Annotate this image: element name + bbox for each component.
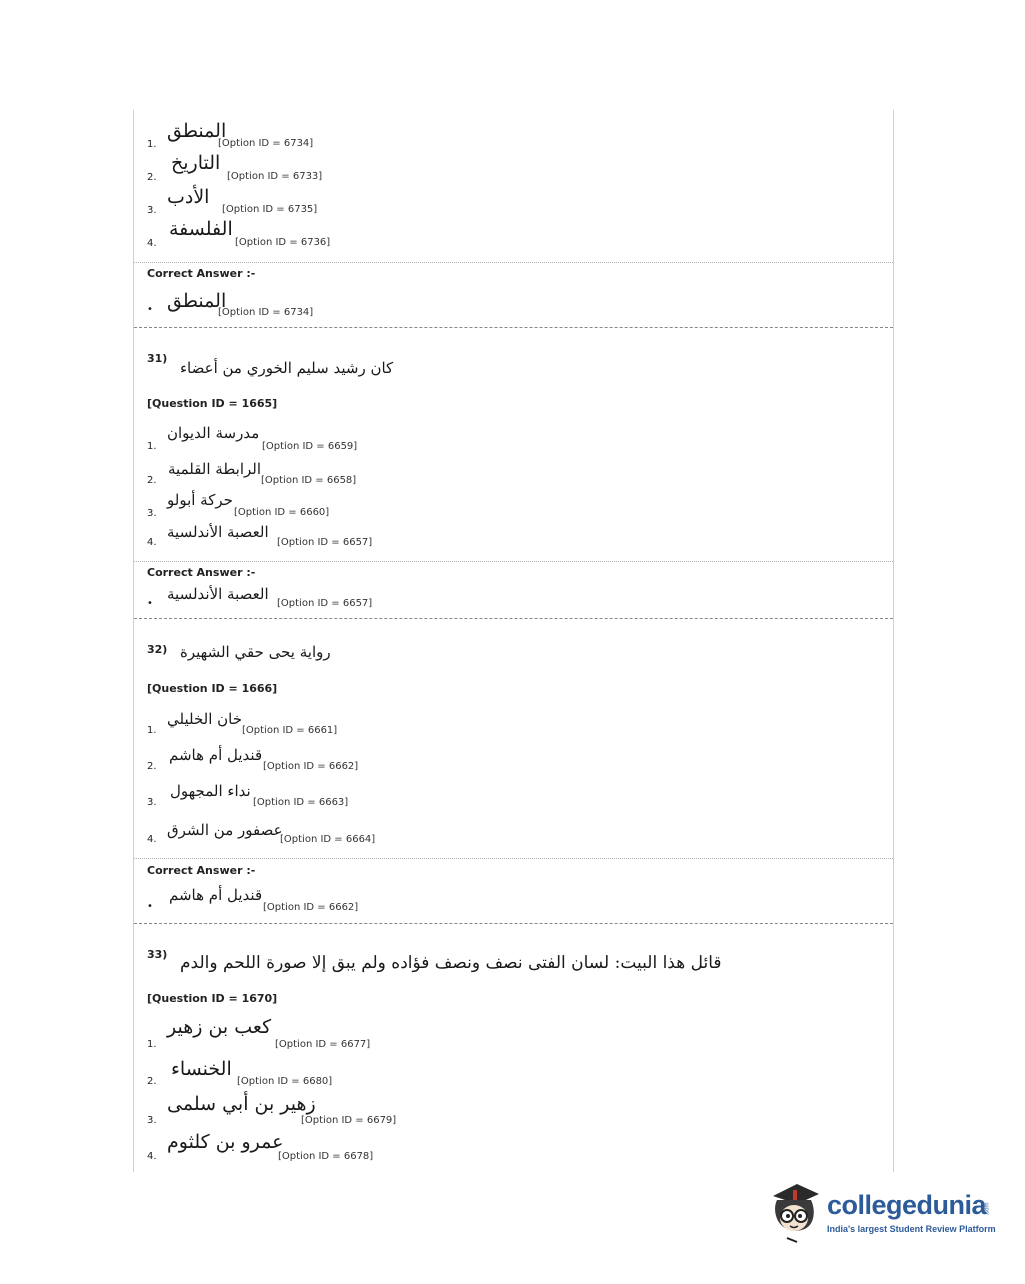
option-number: 2. [147,172,157,183]
option-number: 1. [147,139,157,150]
question-separator [134,923,893,924]
option-id: [Option ID = 6679] [301,1115,397,1126]
option-number: 1. [147,1039,157,1050]
option-id: [Option ID = 6680] [237,1076,333,1087]
option-number: 3. [147,205,157,216]
option-number: 1. [147,441,157,452]
correct-answer-text: العصبة الأندلسية [167,585,269,603]
option-id: [Option ID = 6736] [235,237,331,248]
option-number: 2. [147,761,157,772]
option-number: 3. [147,797,157,808]
correct-answer-id: [Option ID = 6657] [277,598,373,609]
option-number: 2. [147,1076,157,1087]
option-text: الأدب [167,186,210,208]
option-number: 4. [147,834,157,845]
option-number: 4. [147,537,157,548]
option-number: 4. [147,238,157,249]
correct-answer-id: [Option ID = 6662] [263,902,359,913]
bullet: • [147,598,153,609]
option-text: نداء المجهول [170,782,251,800]
correct-answer-label: Correct Answer :- [147,864,256,877]
question-id: [Question ID = 1666] [147,682,278,695]
option-id: [Option ID = 6663] [253,797,349,808]
option-number: 1. [147,725,157,736]
question-id: [Question ID = 1670] [147,992,278,1005]
option-text: العصبة الأندلسية [167,523,269,541]
correct-answer-label: Correct Answer :- [147,267,256,280]
option-text: التاريخ [171,152,221,174]
question-number: 33) [147,948,168,961]
option-text: زهير بن أبي سلمى [167,1093,316,1115]
option-id: [Option ID = 6678] [278,1151,374,1162]
option-text: الفلسفة [169,218,233,240]
question-separator [134,618,893,619]
bullet: • [147,304,153,315]
brand-name: collegedunia [827,1190,987,1220]
brand-com: .com [984,1202,991,1216]
bullet: • [147,901,153,912]
option-id: [Option ID = 6662] [263,761,359,772]
option-text: المنطق [167,120,227,142]
question-text: قائل هذا البيت: لسان الفتى نصف ونصف فؤاده ولم يبق إلا صورة اللحم والدم [180,953,722,973]
option-number: 2. [147,475,157,486]
correct-answer-text: المنطق [167,290,227,312]
correct-answer-text: قنديل أم هاشم [169,886,263,904]
option-text: الرابطة القلمية [168,460,262,478]
option-number: 3. [147,508,157,519]
question-separator [134,327,893,328]
question-text: رواية يحى حقي الشهيرة [180,643,331,661]
option-text: عمرو بن كلثوم [167,1131,284,1153]
collegedunia-logo [767,1176,997,1246]
option-id: [Option ID = 6659] [262,441,358,452]
divider [134,262,893,263]
option-text: عصفور من الشرق [167,821,283,839]
exam-sheet [133,110,894,1172]
mascot-icon [767,1178,825,1244]
correct-answer-label: Correct Answer :- [147,566,256,579]
option-number: 4. [147,1151,157,1162]
question-number: 32) [147,643,168,656]
question-number: 31) [147,352,168,365]
correct-answer-id: [Option ID = 6734] [218,307,314,318]
option-number: 3. [147,1115,157,1126]
option-text: الخنساء [171,1058,232,1080]
option-text: حركة أبولو [167,491,233,509]
option-id: [Option ID = 6733] [227,171,323,182]
option-text: مدرسة الديوان [167,424,260,442]
option-id: [Option ID = 6657] [277,537,373,548]
option-id: [Option ID = 6660] [234,507,330,518]
divider [134,561,893,562]
option-id: [Option ID = 6661] [242,725,338,736]
divider [134,858,893,859]
option-id: [Option ID = 6734] [218,138,314,149]
option-text: خان الخليلي [167,710,243,728]
option-id: [Option ID = 6735] [222,204,318,215]
option-id: [Option ID = 6677] [275,1039,371,1050]
option-id: [Option ID = 6658] [261,475,357,486]
option-id: [Option ID = 6664] [280,834,376,845]
brand-tagline: India's largest Student Review Platform [827,1224,996,1234]
question-text: كان رشيد سليم الخوري من أعضاء [180,359,394,377]
question-id: [Question ID = 1665] [147,397,278,410]
option-text: قنديل أم هاشم [169,746,263,764]
option-text: كعب بن زهير [167,1016,272,1038]
